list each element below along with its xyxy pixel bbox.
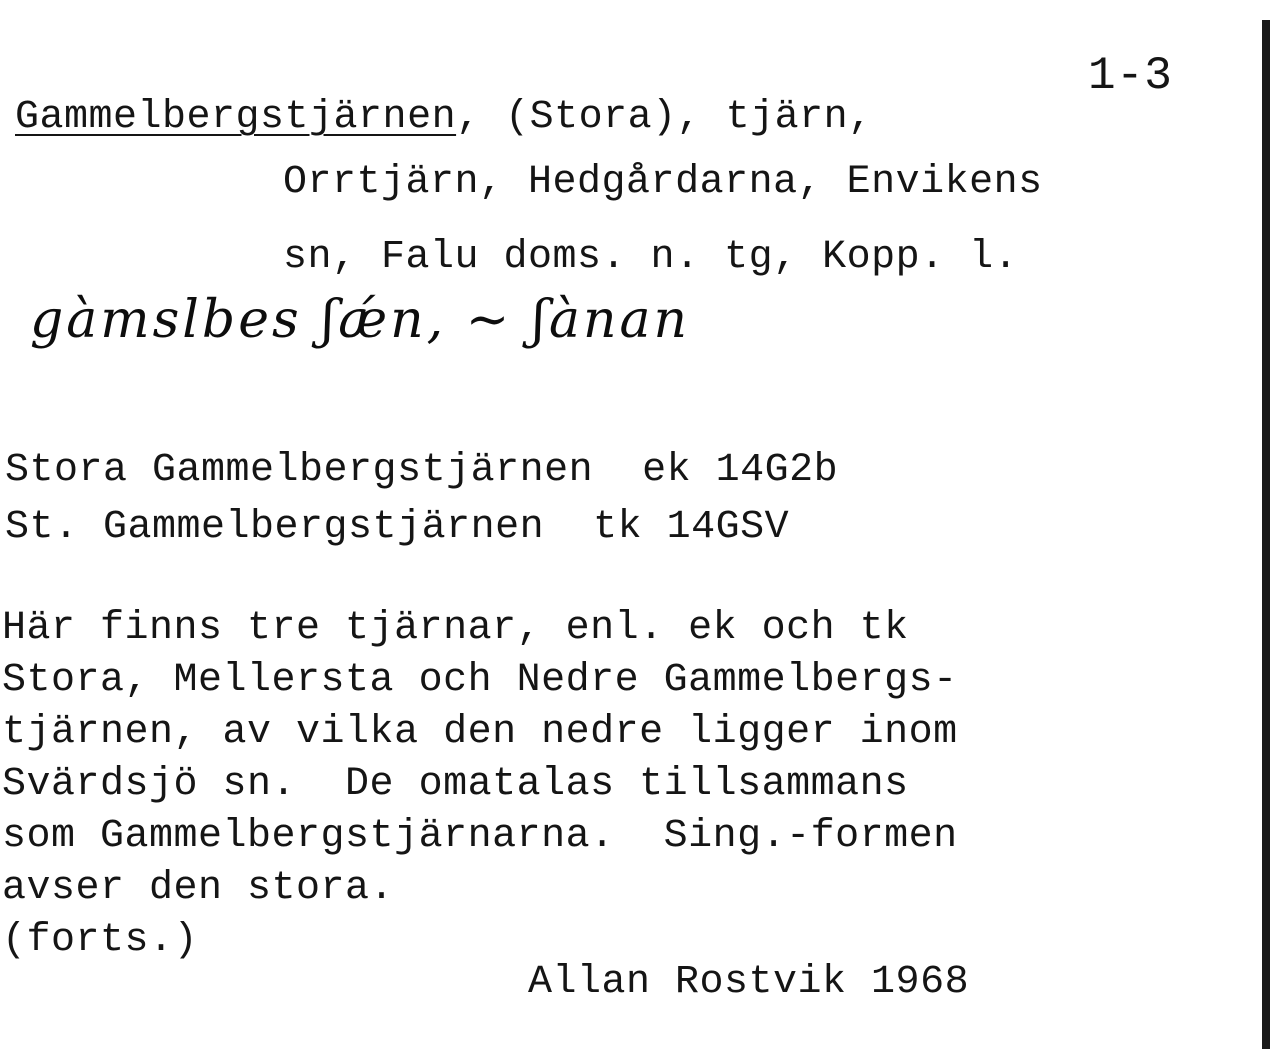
heading-line [15, 95, 873, 140]
heading-rest: , (Stora), tjärn, [456, 95, 873, 140]
notes-line: som Gammelbergstjärnarna. Sing.-formen [2, 814, 958, 859]
signature: Allan Rostvik 1968 [528, 960, 970, 1005]
notes-line: avser den stora. [2, 866, 395, 911]
card-number: 1-3 [1088, 50, 1173, 102]
notes-line: Stora, Mellersta och Nedre Gammelbergs- [2, 658, 958, 703]
place-name: Gammelbergstjärnen [15, 95, 457, 140]
notes-line: Svärdsjö sn. De omatalas tillsammans [2, 762, 909, 807]
handwritten-pronunciation: gàmslbes ʃǽn, ~ ʃànan [30, 290, 690, 350]
map-reference: Stora Gammelbergstjärnen ek 14G2b [5, 448, 839, 493]
notes-line: tjärnen, av vilka den nedre ligger inom [2, 710, 958, 755]
map-reference: St. Gammelbergstjärnen tk 14GSV [5, 505, 790, 550]
notes-line: Här finns tre tjärnar, enl. ek och tk [2, 606, 909, 651]
notes-paragraph [2, 603, 958, 967]
card-edge-line [1262, 20, 1270, 1049]
notes-line: (forts.) [2, 918, 199, 963]
location-line: sn, Falu doms. n. tg, Kopp. l. [283, 235, 1019, 280]
location-line: Orrtjärn, Hedgårdarna, Envikens [283, 160, 1043, 205]
